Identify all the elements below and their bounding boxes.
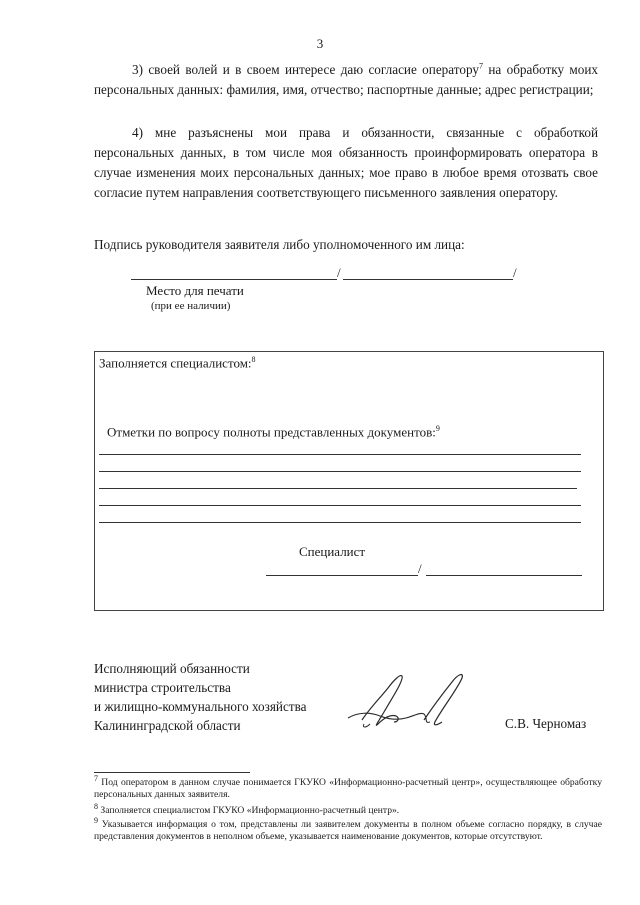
footnote-text: Указывается информация о том, представлены ли заявителем документы в полном объеме согласно порядку, в случае представления документов в неполном объеме, указывается наименование документов, которые отсутствуют.	[94, 819, 602, 842]
consent-item-4: 4) мне разъяснены мои права и обязанности, связанные с обработкой персональных данных, в том числе моя обязанность проинформировать оператора в случае изменения моих персональных данных; мое право в любое время отозвать свое согласие путем направления соответствующего письменного заявления оператору.	[94, 125, 598, 200]
official-title-line: и жилищно-коммунального хозяйства	[94, 699, 307, 714]
stamp-label: Место для печати	[146, 283, 244, 298]
footnote-number: 9	[94, 815, 98, 825]
official-title-line: Исполняющий обязанности	[94, 661, 250, 676]
footnote-ref-8: 8	[251, 355, 256, 364]
footnote-8	[94, 801, 602, 817]
documents-marks-label	[107, 424, 440, 440]
official-title-line: Калининградской области	[94, 718, 241, 733]
footnote-ref-9: 9	[435, 424, 440, 433]
specialist-name-line	[426, 575, 582, 576]
specialist-box-title	[99, 355, 256, 371]
marks-line	[99, 471, 581, 472]
marks-line	[99, 488, 577, 489]
official-name: С.В. Черномаз	[505, 716, 587, 731]
handwritten-signature	[340, 668, 480, 738]
marks-line	[99, 505, 581, 506]
signature-line	[131, 279, 337, 280]
footnote-ref-7: 7	[479, 61, 483, 71]
official-title-line: министра строительства	[94, 680, 231, 695]
signature-heading: Подпись руководителя заявителя либо уполномоченного им лица:	[94, 237, 465, 252]
specialist-label: Специалист	[299, 544, 366, 559]
specialist-separator: /	[418, 561, 422, 576]
specialist-signature-line	[266, 575, 418, 576]
page-number: 3	[316, 36, 324, 51]
specialist-box-title-text: Заполняется специалистом:	[99, 355, 252, 371]
footnote-number: 7	[94, 773, 98, 783]
consent-item-3-text: 3) своей волей и в своем интересе даю согласие оператору	[132, 62, 479, 77]
consent-item-3-tail: на обработку моих персональных данных: фамилия, имя, отчество; паспортные данные; адрес регистрации;	[94, 62, 598, 97]
footnote-number: 8	[94, 801, 98, 811]
footnote-9	[94, 815, 602, 843]
footnote-divider	[94, 772, 250, 773]
footnote-7	[94, 773, 602, 801]
stamp-note: (при ее наличии)	[151, 300, 231, 312]
documents-marks-text: Отметки по вопросу полноты представленных документов:	[107, 424, 436, 440]
name-line	[343, 279, 513, 280]
specialist-box	[94, 351, 604, 611]
consent-item-3	[94, 60, 598, 100]
footnote-text: Под оператором в данном случае понимается ГКУКО «Информационно-расчетный центр», осуществляющее обработку персональных данных заявителя.	[94, 777, 602, 800]
official-title	[94, 659, 307, 735]
name-separator: /	[513, 265, 517, 280]
footnote-text: Заполняется специалистом ГКУКО «Информационно-расчетный центр».	[98, 805, 400, 816]
marks-line	[99, 454, 581, 455]
signature-separator: /	[337, 265, 341, 280]
marks-line	[99, 522, 581, 523]
